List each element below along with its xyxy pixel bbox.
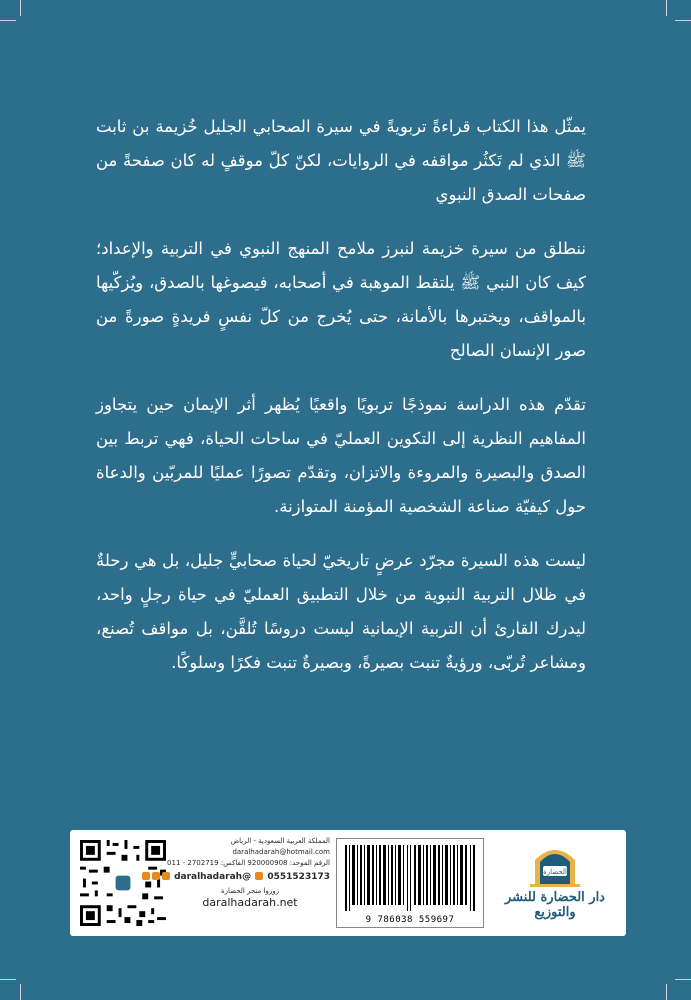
isbn-number: 9 786038 559697	[365, 915, 455, 925]
social-row	[170, 871, 330, 884]
social-handle[interactable]: @daralhadarah	[174, 872, 252, 882]
crop-mark	[666, 984, 667, 1000]
crop-mark	[666, 0, 667, 16]
publisher-footer	[70, 830, 626, 936]
store-visit-label: زوروا متجر الحضارة	[220, 887, 279, 895]
publisher-emblem-icon	[490, 838, 620, 890]
website-link[interactable]: daralhadarah.net	[202, 896, 298, 909]
emblem-badge-text: الحضارة	[543, 868, 567, 876]
instagram-icon	[162, 872, 170, 880]
publisher-logo	[490, 838, 620, 930]
barcode-icon	[343, 845, 477, 911]
crop-mark	[20, 984, 21, 1000]
paragraph: ليست هذه السيرة مجرّد عرضٍ تاريخيّ لحياة صحابيٍّ جليل، بل هي رحلةٌ في ظلال التربية النبوية من خلال التطبيق العمليّ في حياة رجلٍ واحد، ليدرك القارئ أن التربية الإيمانية ليست دروسًا تُلقَّن، بل مواقف تُصنع، ومشاعر تُربّى، ورؤيةٌ تنبت بصيرةً، وبصيرةٌ تنبت فكرًا وسلوكًا.	[96, 551, 586, 672]
crop-mark	[0, 979, 16, 980]
publisher-name: دار الحضارة للنشر والتوزيع	[505, 890, 605, 920]
phone-mobile: 0551523173	[267, 872, 330, 882]
crop-mark	[0, 20, 16, 21]
x-icon	[142, 872, 150, 880]
crop-mark	[20, 0, 21, 16]
paragraph: يمثّل هذا الكتاب قراءةً تربويةً في سيرة الصحابي الجليل خُزيمة بن ثابت ﷺ الذي لم تَكثُر مواقفه في الروايات، لكنّ كلّ موقفٍ له كان صفحةً من صفحات الصدق النبوي	[96, 117, 586, 204]
facebook-icon	[152, 872, 160, 880]
isbn-barcode	[336, 838, 484, 928]
address-text: المملكة العربية السعودية - الرياض	[230, 837, 330, 845]
contact-info	[167, 836, 330, 932]
whatsapp-icon	[255, 872, 263, 880]
email-link[interactable]: daralhadarah@hotmail.com	[232, 848, 330, 856]
paragraph: ننطلق من سيرة خزيمة لنبرز ملامح المنهج النبوي في التربية والإعداد؛ كيف كان النبي ﷺ يلتقط الموهبة في أصحابه، فيصوغها بالصدق، ويُزكّيها بالمواقف، ويختبرها بالأمانة، حتى يُخرج من كلّ نفسٍ فريدةٍ صورةً من صور الإنسان الصالح	[96, 239, 586, 360]
phone-text: الرقم الموحد: 920000908 الفاكس: 2702719 - 011	[167, 859, 330, 867]
back-cover-text	[96, 110, 586, 700]
crop-mark	[675, 20, 691, 21]
paragraph: تقدّم هذه الدراسة نموذجًا تربويًا واقعيًا يُظهر أثر الإيمان حين يتجاوز المفاهيم النظرية إلى التكوين العمليّ في ساحات الحياة، فهي تربط بين الصدق والبصيرة والمروءة والاتزان، وتقدّم تصورًا عمليًا للمربّين والدعاة حول كيفيّة صناعة الشخصية المؤمنة المتوازنة.	[96, 395, 586, 516]
crop-mark	[675, 979, 691, 980]
